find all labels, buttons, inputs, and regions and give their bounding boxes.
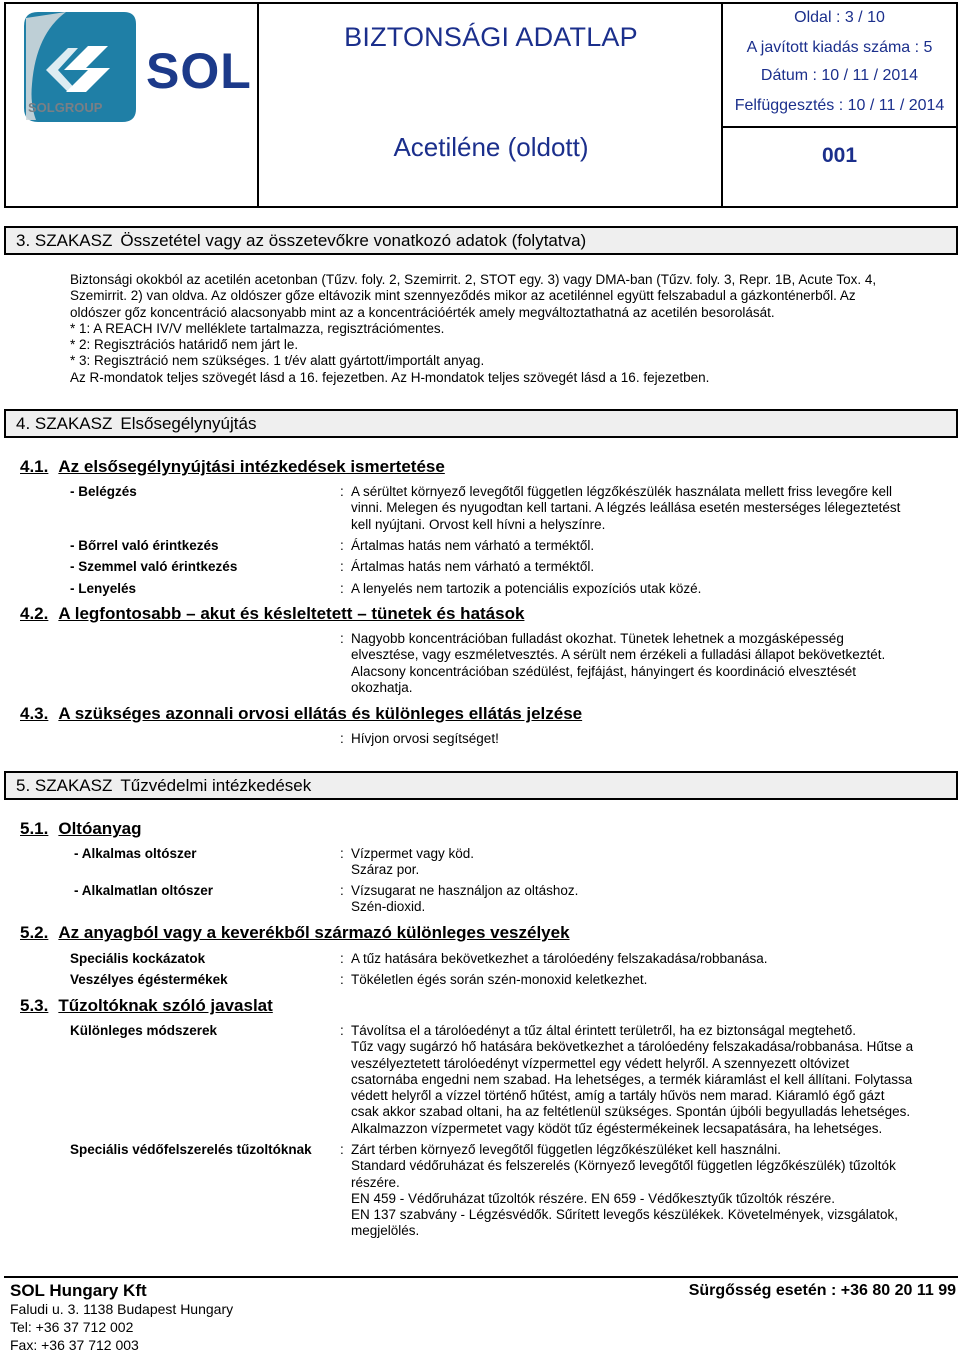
subsection-4-2-title: 4.2. A legfontosabb – akut és késleltetett – tünetek és hatások (20, 604, 525, 623)
issue-date: Dátum : 10 / 11 / 2014 (760, 67, 919, 84)
section-3-heading: 3. SZAKASZ Összetétel vagy az összetevőkre vonatkozó adatok (folytatva) (4, 226, 958, 255)
special-methods-label: Különleges módszerek (70, 1023, 218, 1038)
logo-subtitle: SOLGROUP (28, 100, 103, 115)
symptoms-value: Nagyobb koncentrációban fulladást okozhat. Tünetek lehetnek a mozgásképesség elvesztése, vagy eszméletvesztés. A sérült nem érzékeli a fulladási állapot bekövetkeztét. Alacsony koncentrációban szédülést, fejfájást, hányingert és koordináció elvesztését okozhatja. (351, 631, 886, 695)
logo-cell (6, 4, 259, 206)
medical-attention-value: Hívjon orvosi segítséget! (351, 731, 499, 746)
subsection-4-3-title: 4.3. A szükséges azonnali orvosi ellátás és különleges ellátás jelzése (20, 704, 583, 723)
special-hazards-label: Speciális kockázatok (70, 951, 206, 966)
eye-contact-label: - Szemmel való érintkezés (70, 559, 238, 574)
colon: : (340, 731, 344, 746)
subsection-5-3-title: 5.3. Tűzoltóknak szóló javaslat (20, 996, 273, 1015)
section-5-heading: 5. SZAKASZ Tűzvédelmi intézkedések (4, 771, 958, 800)
skin-contact-value: Ártalmas hatás nem várható a terméktől. (351, 538, 595, 553)
footer-tel: Tel: +36 37 712 002 (10, 1319, 134, 1335)
logo-wordmark: SOL (146, 43, 252, 99)
colon: : (340, 538, 344, 553)
colon: : (340, 581, 344, 596)
footer-divider (4, 1276, 958, 1278)
skin-contact-label: - Bőrrel való érintkezés (70, 538, 219, 553)
title-cell (259, 4, 723, 206)
suitable-extinguisher-label: - Alkalmas oltószer (74, 846, 197, 861)
info-divider (723, 126, 956, 128)
document-header (4, 2, 958, 208)
combustion-products-label: Veszélyes égéstermékek (70, 972, 228, 987)
footer-fax: Fax: +36 37 712 003 (10, 1337, 139, 1352)
footer-emergency: Sürgősség esetén : +36 80 20 11 99 (688, 1282, 956, 1299)
page-number: Oldal : 3 / 10 (794, 9, 885, 26)
colon: : (340, 484, 344, 499)
subsection-5-2-title: 5.2. Az anyagból vagy a keverékből származó különleges veszélyek (20, 923, 570, 942)
info-cell (723, 4, 956, 206)
unsuitable-extinguisher-label: - Alkalmatlan oltószer (74, 883, 214, 898)
colon: : (340, 846, 344, 861)
colon: : (340, 559, 344, 574)
subsection-5-1-title: 5.1. Oltóanyag (20, 819, 142, 838)
inhalation-label: - Belégzés (70, 484, 137, 499)
protective-equipment-value: Zárt térben környező levegőtől független légzőkészüléket kell használni. Standard védőruházat és felszerelés (Környező levegőtől független légzőkészülék) tűzoltók részére. EN 459 - Védőruházat tűzoltók részére. EN 659 - Védőkesztyűk tűzoltók részére. EN 137 szabvány - Légzésvédők. Sűrített levegős készülékek. Követelmények, vizsgálatok, megjelölés. (351, 1142, 899, 1239)
colon: : (340, 1142, 344, 1157)
combustion-products-value: Tökéletlen égés során szén-monoxid keletkezhet. (351, 972, 648, 987)
footer-company: SOL Hungary Kft (10, 1281, 147, 1300)
ingestion-value: A lenyelés nem tartozik a potenciális expozíciós utak közé. (351, 581, 702, 596)
unsuitable-extinguisher-value: Vízsugarat ne használjon az oltáshoz. Szén-dioxid. (351, 883, 579, 915)
subsection-4-1-title: 4.1. Az elsősegélynyújtási intézkedések ismertetése (20, 457, 445, 476)
supersedes-date: Felfüggesztés : 10 / 11 / 2014 (734, 97, 945, 114)
section-3-text: Biztonsági okokból az acetilén acetonban (Tűzv. foly. 2, Szemirrit. 2, STOT egy. 3) vagy DMA-ban (Tűzv. foly. 3, Repr. 1B, Acute Tox. 4, Szemirrit. 2) van oldva. Az oldószer gőze eltávozik mint szennyeződés mikor az acetilénnel együtt felszabadul a gázkonténerből. Az oldószer gőz koncentráció alacsonyabb mint az a koncentrációérték amely megváltoztathatná az acetilén besorolását. * 1: A REACH IV/V melléklete tartalmazza, regisztrációmentes. * 2: Regisztrációs határidő nem járt le. * 3: Regisztráció nem szükséges. 1 t/év alatt gyártott/importált anyag. Az R-mondatok teljes szövegét lásd a 16. fejezetben. Az H-mondatok teljes szövegét lásd a 16. fejezetben. (70, 272, 877, 385)
suitable-extinguisher-value: Vízpermet vagy köd. Száraz por. (351, 846, 475, 878)
section-4-heading: 4. SZAKASZ Elsősegélynyújtás (4, 409, 958, 438)
revision-number: A javított kiadás száma : 5 (746, 39, 933, 56)
product-name: Acetiléne (oldott) (393, 132, 589, 162)
document-title: BIZTONSÁGI ADATLAP (344, 22, 638, 52)
eye-contact-value: Ártalmas hatás nem várható a terméktől. (351, 559, 595, 574)
protective-equipment-label: Speciális védőfelszerelés tűzoltóknak (70, 1142, 312, 1157)
inhalation-value: A sérültet környező levegőtől független légzőkészülék használata mellett friss levegőre kell vinni. Melegen és nyugodtan kell tartani. A légzés leállása esetén mesterséges lélegeztetést kell nyújtani. Orvost kell hívni a helyszínre. (351, 484, 901, 532)
colon: : (340, 951, 344, 966)
special-methods-value: Távolítsa el a tárolóedényt a tűz által érintett területről, ha ez biztonságal megtehető. Tűz vagy sugárzó hő hatására bekövetkezhet a tárolóedény felszakadása/robbanása. Hűtse a veszélyeztetett tárolóedényt vízpermettel egy védett helyről. A szennyezett oltóvizet csatornába engedni nem szabad. Ha lehetséges, a termék kiáramlást el kell állítani. Folytassa védett helyről a vízzel történő hűtést, amíg a tartály hűvös nem marad. Kiáramló égő gázt csak akkor szabad oltani, ha az feltétlenül szükséges. Spontán újbóli begyulladás lehetséges. Alkalmazzon vízpermetet vagy ködöt tűz égéstermékeinek lecsapatására, ha lehetséges. (351, 1023, 914, 1136)
colon: : (340, 883, 344, 898)
colon: : (340, 1023, 344, 1038)
ingestion-label: - Lenyelés (70, 581, 137, 596)
colon: : (340, 972, 344, 987)
special-hazards-value: A tűz hatására bekövetkezhet a tárolóedény felszakadása/robbanása. (351, 951, 768, 966)
colon: : (340, 631, 344, 646)
product-code: 001 (821, 144, 858, 167)
footer-address: Faludi u. 3. 1138 Budapest Hungary (10, 1301, 234, 1317)
